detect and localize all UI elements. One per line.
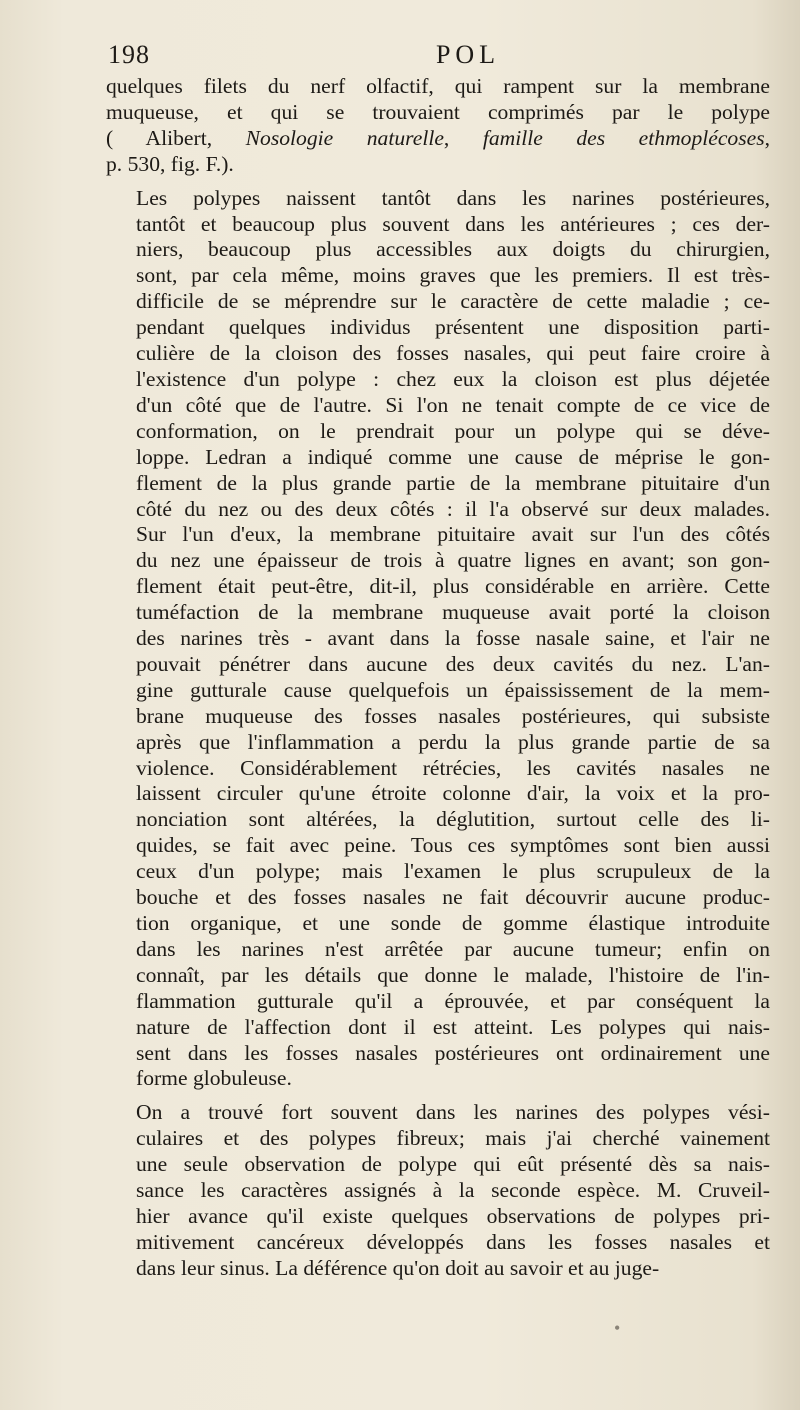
text-line: culière de la cloison des fosses nasales, qui peut faire croire à (136, 341, 770, 366)
paragraph (106, 186, 770, 1093)
text-line: sance les caractères assignés à la seconde espèce. M. Cruveil- (136, 1178, 770, 1203)
text-line: flammation gutturale qu'il a éprouvée, et par conséquent la (136, 988, 770, 1013)
text-line: Sur l'un d'eux, la membrane pituitaire avait sur l'un des côtés (136, 522, 770, 547)
text-line: brane muqueuse des fosses nasales postérieures, qui subsiste (136, 703, 770, 728)
text-line: niers, beaucoup plus accessibles aux doigts du chirurgien, (136, 237, 770, 262)
text-line: pendant quelques individus présentent une disposition parti- (136, 315, 770, 340)
text-line: forme globuleuse. (136, 1066, 292, 1091)
text-line: nature de l'affection dont il est atteint. Les polypes qui nais- (136, 1014, 770, 1039)
text-line: dans leur sinus. La déférence qu'on doit au savoir et au juge- (136, 1255, 660, 1280)
text-line: l'existence d'un polype : chez eux la cloison est plus déjetée (136, 366, 770, 391)
text-line: pouvait pénétrer dans aucune des deux cavités du nez. L'an- (136, 651, 770, 676)
text-line: du nez une épaisseur de trois à quatre lignes en avant; son gon- (136, 548, 770, 573)
text-line: quides, se fait avec peine. Tous ces symptômes sont bien aussi (136, 833, 770, 858)
text-line: difficile de se méprendre sur le caractère de cette maladie ; ce- (136, 289, 770, 314)
text-line: mitivement cancéreux développés dans les fosses nasales et (136, 1229, 770, 1254)
running-title: POL (435, 40, 501, 69)
page-number: 198 (108, 40, 150, 69)
text-line: ( Alibert, Nosologie naturelle, famille des ethmoplécoses, (106, 125, 771, 150)
text-line: loppe. Ledran a indiqué comme une cause de méprise le gon- (136, 444, 770, 469)
text-line: bouche et des fosses nasales ne fait découvrir aucune produc- (136, 885, 770, 910)
text-line: p. 530, fig. F.). (106, 151, 234, 176)
text-line: dans les narines n'est arrêtée par aucune tumeur; enfin on (136, 936, 770, 961)
text-line: conformation, on le prendrait pour un polype qui se déve- (136, 418, 770, 443)
text-line: violence. Considérablement rétrécies, les cavités nasales ne (136, 755, 770, 780)
text-line: flement était peut-être, dit-il, plus considérable en arrière. Cette (136, 574, 770, 599)
text-line: côté du nez ou des deux côtés : il l'a observé sur deux malades. (136, 496, 770, 521)
text-line: quelques filets du nerf olfactif, qui rampent sur la membrane (106, 74, 770, 98)
paragraph (106, 1100, 770, 1281)
page-header (108, 40, 768, 76)
text-line: flement de la plus grande partie de la membrane pituitaire d'un (136, 470, 770, 495)
paragraph (106, 74, 770, 178)
text-line: sont, par cela même, moins graves que les premiers. Il est très- (136, 263, 770, 288)
text-line: hier avance qu'il existe quelques observations de polypes pri- (136, 1203, 770, 1228)
text-line: muqueuse, et qui se trouvaient comprimés par le polype (106, 99, 770, 124)
text-line: d'un côté que de l'autre. Si l'on ne tenait compte de ce vice de (136, 392, 770, 417)
text-line: ceux d'un polype; mais l'examen le plus scrupuleux de la (136, 859, 770, 884)
page-blemish: • (614, 1318, 621, 1338)
text-line: Les polypes naissent tantôt dans les narines postérieures, (136, 185, 770, 210)
text-line: gine gutturale cause quelquefois un épaississement de la mem- (136, 677, 770, 702)
text-line: culaires et des polypes fibreux; mais j'ai cherché vainement (136, 1126, 770, 1151)
body-text (106, 74, 770, 1282)
text-line: sent dans les fosses nasales postérieures ont ordinairement une (136, 1040, 770, 1065)
text-line: tion organique, et une sonde de gomme élastique introduite (136, 911, 770, 935)
text-line: tantôt et beaucoup plus souvent dans les antérieures ; ces der- (136, 211, 770, 236)
text-line: après que l'inflammation a perdu la plus grande partie de sa (136, 729, 770, 754)
text-line: nonciation sont altérées, la déglutition, surtout celle des li- (136, 807, 770, 832)
text-line: des narines très - avant dans la fosse nasale saine, et l'air ne (136, 626, 770, 651)
text-line: On a trouvé fort souvent dans les narines des polypes vési- (136, 1100, 770, 1125)
text-line: laissent circuler qu'une étroite colonne d'air, la voix et la pro- (136, 781, 770, 806)
text-line: une seule observation de polype qui eût présenté dès sa nais- (136, 1152, 770, 1177)
text-line: tuméfaction de la membrane muqueuse avait porté la cloison (136, 600, 770, 625)
text-line: connaît, par les détails que donne le malade, l'histoire de l'in- (136, 962, 770, 987)
